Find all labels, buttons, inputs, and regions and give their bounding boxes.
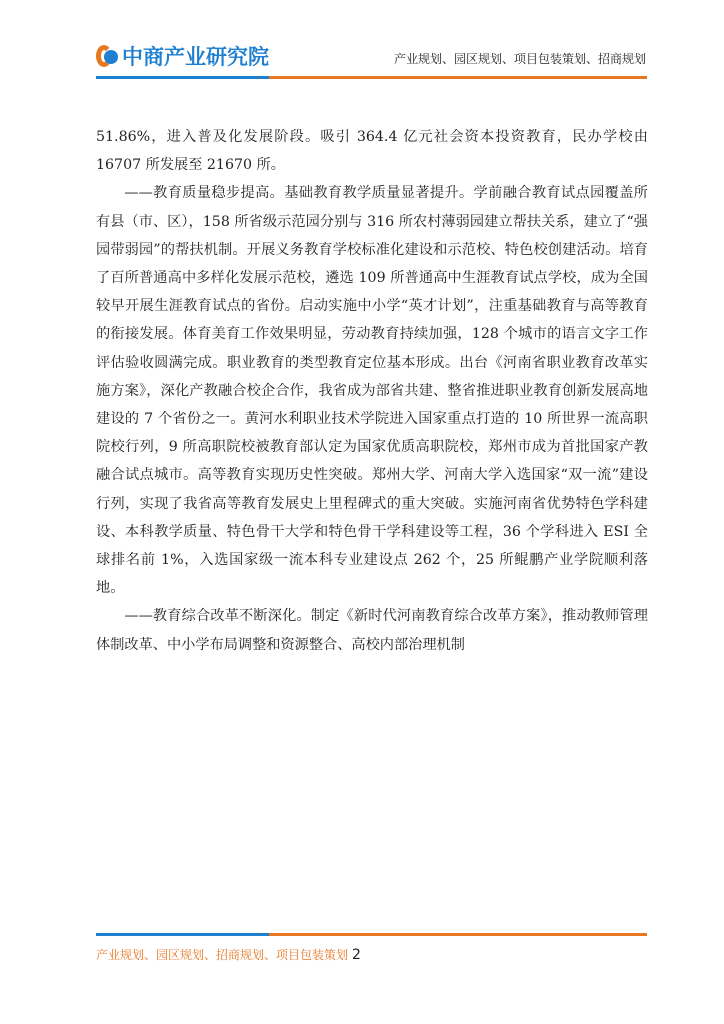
footer-rule-blue (96, 933, 269, 936)
header-rule-blue (96, 76, 269, 79)
page-footer (96, 946, 361, 963)
paragraph: 51.86%，进入普及化发展阶段。吸引 364.4 亿元社会资本投资教育，民办学校由 16707 所发展至 21670 所。 (96, 129, 648, 174)
footer-slogan: 产业规划、园区规划、招商规划、项目包装策划 (96, 948, 349, 962)
paragraph: ——教育质量稳步提高。基础教育教学质量显著提升。学前融合教育试点园覆盖所有县（市、区），158 所省级示范园分别与 316 所农村薄弱园建立帮扶关系，建立了“强园带弱园”的帮扶机制。开展义务教育学校标准化建设和示范校、特色校创建活动。培育了百所普通高中多样化发展示范校，遴选 109 所普通高中生涯教育试点学校，成为全国较早开展生涯教育试点的省份。启动实施中小学“英才计划”，注重基础教育与高等教育的衔接发展。体育美育工作效果明显，劳动教育持续加强，128 个城市的语言文字工作评估验收圆满完成。职业教育的类型教育定位基本形成。出台《河南省职业教育改革实施方案》，深化产教融合校企合作，我省成为部省共建、整省推进职业教育创新发展高地建设的 7 个省份之一。黄河水利职业技术学院进入国家重点打造的 10 所世界一流高职院校行列，9 所高职院校被教育部认定为国家优质高职院校，郑州市成为首批国家产教融合试点城市。高等教育实现历史性突破。郑州大学、河南大学入选国家“双一流”建设行列，实现了我省高等教育发展史上里程碑式的重大突破。实施河南省优势特色学科建设、本科教学质量、特色骨干大学和特色骨干学科建设等工程，36 个学科进入 ESI 全球排名前 1%，入选国家级一流本科专业建设点 262 个，25 所鲲鹏产业学院顺利落地。 (96, 185, 648, 597)
footer-rule-orange (269, 933, 647, 936)
document-body (96, 123, 648, 659)
header-rule-orange (269, 76, 647, 79)
logo-text: 中商产业研究院 (122, 45, 269, 69)
page-number: 2 (352, 947, 361, 963)
page-header (0, 0, 724, 82)
header-slogan: 产业规划、园区规划、项目包装策划、招商规划 (393, 52, 646, 66)
logo-icon (96, 45, 118, 67)
company-logo (96, 40, 269, 72)
paragraph: ——教育综合改革不断深化。制定《新时代河南教育综合改革方案》，推动教师管理体制改革、中小学布局调整和资源整合、高校内部治理机制 (96, 608, 648, 653)
